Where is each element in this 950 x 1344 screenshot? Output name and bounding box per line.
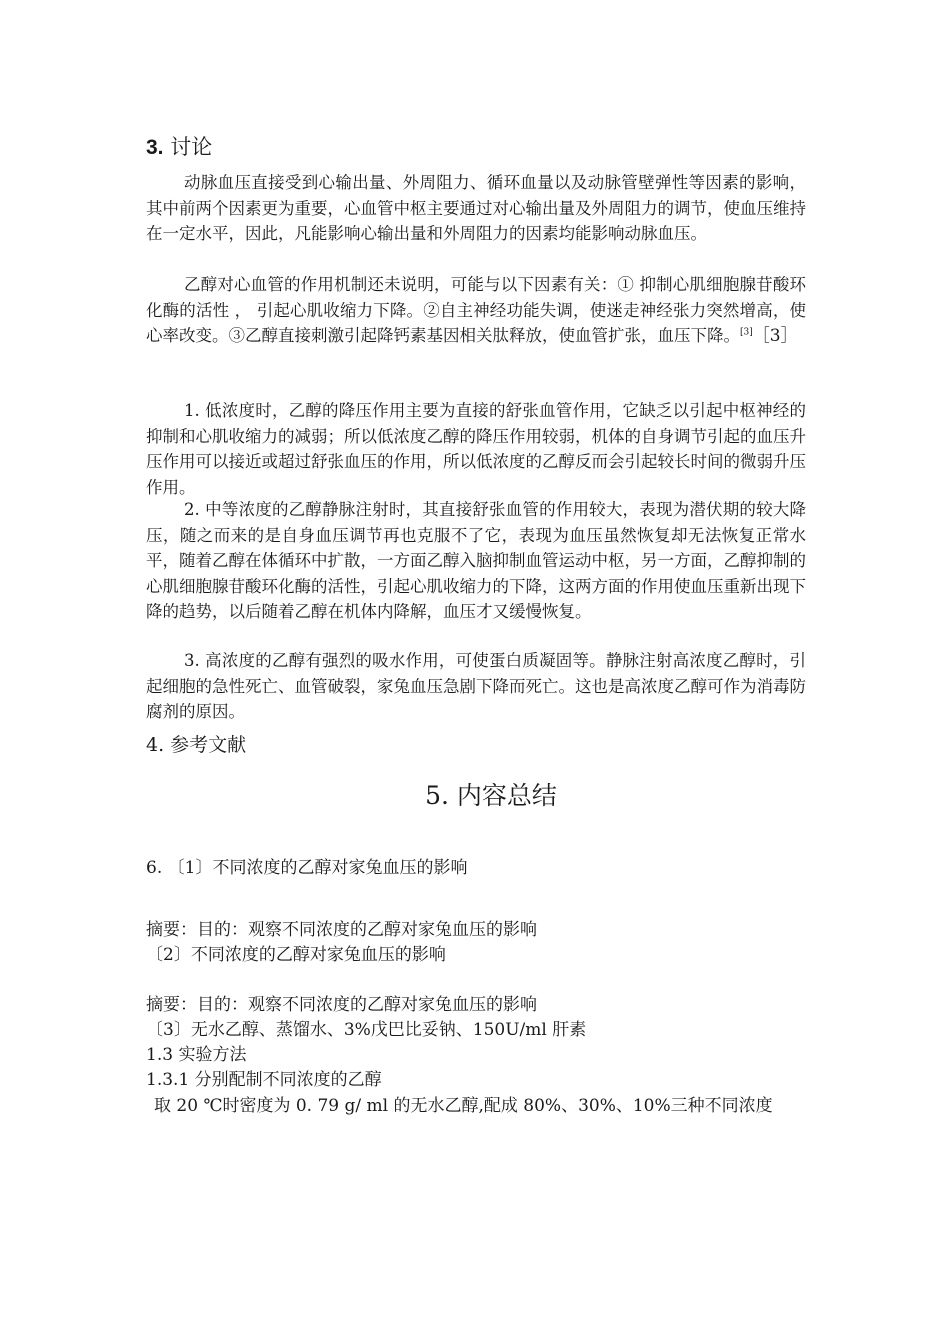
method-paragraph: 取 20 ℃时密度为 0. 79 g/ ml 的无水乙醇,配成 80%、30%、10%三种不同浓度 <box>154 1096 773 1116</box>
discussion-paragraph-2 <box>146 272 806 350</box>
section-5-heading: 5. 内容总结 <box>425 781 557 810</box>
abstract-line-2: 摘要：目的：观察不同浓度的乙醇对家兔血压的影响 <box>146 995 537 1015</box>
section-3-title: 讨论 <box>170 135 213 159</box>
materials-line: 〔3〕无水乙醇、蒸馏水、3%戊巴比妥钠、150U/ml 肝素 <box>146 1020 587 1040</box>
discussion-item-1: 1. 低浓度时，乙醇的降压作用主要为直接的舒张血管作用，它缺乏以引起中枢神经的抑制和心肌收缩力的减弱；所以低浓度乙醇的降压作用较弱，机体的自身调节引起的血压升压作用可以接近或超过舒张血压的作用，所以低浓度的乙醇反而会引起较长时间的微弱升压作用。 <box>146 401 806 497</box>
reference-line-2: 〔2〕不同浓度的乙醇对家兔血压的影响 <box>146 945 446 965</box>
discussion-item-3: 3. 高浓度的乙醇有强烈的吸水作用，可使蛋白质凝固等。静脉注射高浓度乙醇时，引起细胞的急性死亡、血管破裂，家兔血压急剧下降而死亡。这也是高浓度乙醇可作为消毒防腐剂的原因。 <box>146 651 806 721</box>
method-subheading: 1.3.1 分别配制不同浓度的乙醇 <box>146 1070 382 1090</box>
discussion-paragraph-2-text: 乙醇对心血管的作用机制还未说明，可能与以下因素有关：① 抑制心肌细胞腺苷酸环化酶的活性 ， 引起心肌收缩力下降。②自主神经功能失调，使迷走神经张力突然增高，使心率改变。③乙醇直接刺激引起降钙素基因相关肽释放，使血管扩张，血压下降。 <box>146 275 806 345</box>
discussion-item-2: 2. 中等浓度的乙醇静脉注射时，其直接舒张血管的作用较大，表现为潜伏期的较大降压，随之而来的是自身血压调节再也克服不了它，表现为血压虽然恢复却无法恢复正常水平，随着乙醇在体循环中扩散，一方面乙醇入脑抑制血管运动中枢，另一方面，乙醇抑制的心肌细胞腺苷酸环化酶的活性，引起心肌收缩力的下降，这两方面的作用使血压重新出现下降的趋势，以后随着乙醇在机体内降解，血压才又缓慢恢复。 <box>146 500 806 621</box>
discussion-paragraph-1: 动脉血压直接受到心输出量、外周阻力、循环血量以及动脉管壁弹性等因素的影响，其中前两个因素更为重要，心血管中枢主要通过对心输出量及外周阻力的调节，使血压维持在一定水平，因此，凡能影响心输出量和外周阻力的因素均能影响动脉血压。 <box>146 173 806 243</box>
citation-ref: ［3］ <box>752 326 798 346</box>
citation-superscript: [3] <box>740 327 753 338</box>
section-3-heading <box>146 133 806 162</box>
method-heading: 1.3 实验方法 <box>146 1045 247 1065</box>
reference-line-1: 6. 〔1〕不同浓度的乙醇对家兔血压的影响 <box>146 858 468 878</box>
abstract-line-1: 摘要：目的：观察不同浓度的乙醇对家兔血压的影响 <box>146 920 537 940</box>
section-4-heading: 4. 参考文献 <box>146 734 247 756</box>
section-3-number: 3. <box>146 136 164 159</box>
